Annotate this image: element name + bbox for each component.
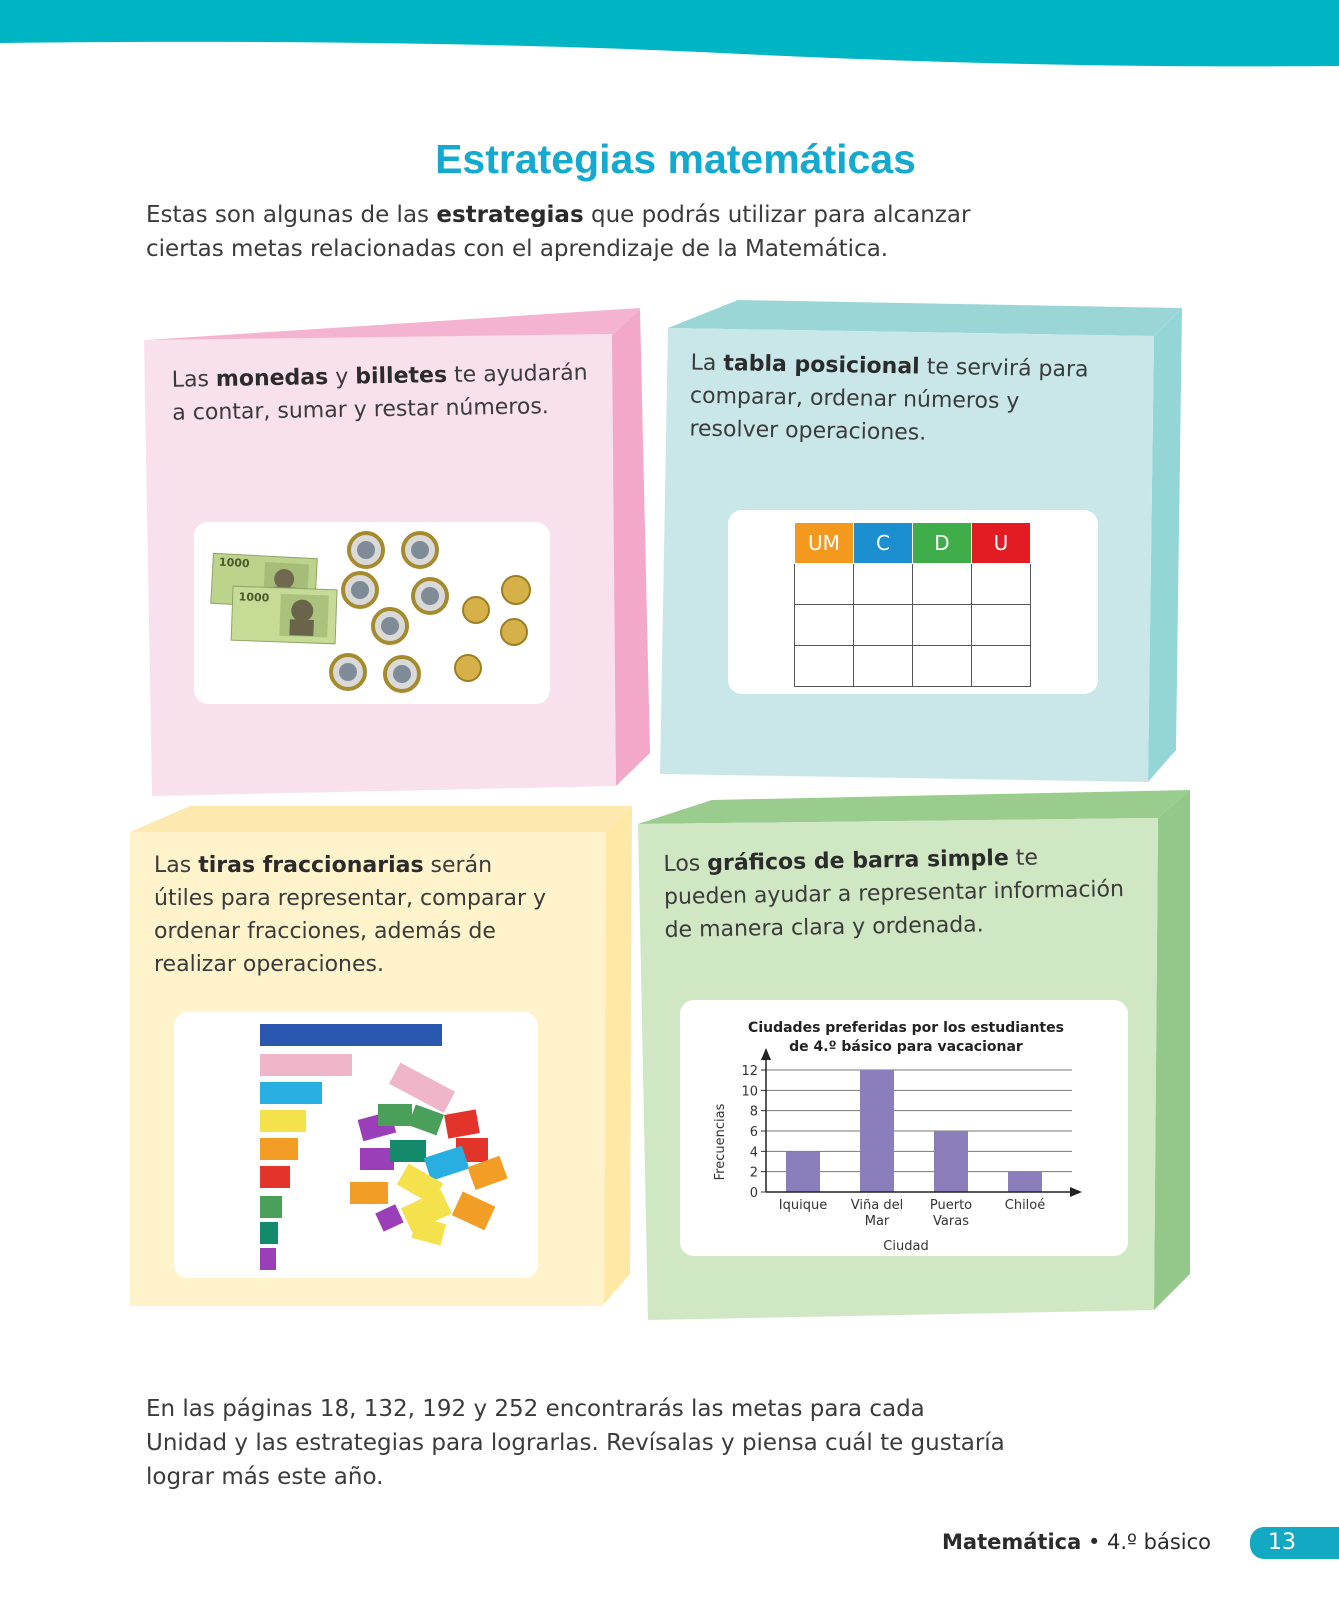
card-money [140, 308, 660, 808]
place-value-header-um: UM [795, 523, 854, 564]
place-value-cell [854, 646, 913, 687]
card-place-value [656, 298, 1186, 788]
page-number: 13 [1250, 1527, 1339, 1559]
bar-chart [680, 1000, 1128, 1256]
place-value-cell [854, 564, 913, 605]
card-bar-chart [636, 788, 1196, 1328]
chart-x-axis-arrow [1070, 1187, 1082, 1197]
chart-x-tick-label: Puerto [929, 1198, 973, 1213]
chart-bar [1008, 1172, 1042, 1192]
chart-y-tick-label: 12 [741, 1064, 758, 1079]
chart-x-tick-label: Chiloé [1004, 1198, 1046, 1213]
chart-y-tick-label: 8 [749, 1104, 758, 1120]
footer-book-info: Matemática • 4.º básico [942, 1530, 1211, 1554]
chart-bar [786, 1151, 820, 1192]
chart-x-tick-label: Iquique [778, 1198, 828, 1213]
place-value-table [794, 522, 1031, 687]
chart-y-tick-label: 0 [749, 1186, 758, 1201]
card-bar-chart-text: Los gráficos de barra simple te pueden ayudar a representar información de manera clara y ordenada. [663, 845, 1125, 944]
place-value-cell [972, 605, 1031, 646]
chart-image-panel [680, 1000, 1128, 1256]
svg-text:1000: 1000 [238, 590, 270, 605]
place-value-header-c: C [854, 523, 913, 564]
table-row [795, 605, 1031, 646]
chart-bar [934, 1131, 968, 1192]
closing-paragraph: En las páginas 18, 132, 192 y 252 encontrarás las metas para cada Unidad y las estrategias para lograrlas. Revísalas y piensa cuál te gustaría lograr más este año. [146, 1396, 1005, 1490]
place-value-header-d: D [913, 523, 972, 564]
chart-y-tick-label: 10 [741, 1084, 758, 1100]
intro-paragraph: Estas son algunas de las estrategias que podrás utilizar para alcanzar ciertas metas relacionadas con el aprendizaje de la Matemática. [146, 202, 971, 262]
chart-title-line-2: de 4.º básico para vacacionar [789, 1039, 1023, 1055]
card-fractions [128, 804, 648, 1334]
place-value-cell [795, 605, 854, 646]
place-value-cell [913, 605, 972, 646]
chart-y-tick-label: 2 [749, 1165, 758, 1181]
chart-bar [860, 1070, 894, 1192]
table-row [795, 646, 1031, 687]
place-value-cell [913, 564, 972, 605]
svg-text:1000: 1000 [218, 555, 250, 571]
chart-x-label: Ciudad [883, 1239, 929, 1254]
place-value-header-u: U [972, 523, 1031, 564]
money-icon [194, 522, 550, 704]
chart-y-label: Frecuencias [713, 1103, 728, 1181]
chart-x-tick-label: Viña del [850, 1198, 904, 1213]
card-fractions-text: Las tiras fraccionarias serán útiles para representar, comparar y ordenar fracciones, además de realizar operaciones. [154, 853, 547, 977]
place-value-cell [854, 605, 913, 646]
chart-y-tick-label: 6 [749, 1125, 758, 1140]
place-value-cell [972, 564, 1031, 605]
place-value-cell [795, 646, 854, 687]
chart-y-tick-label: 4 [749, 1145, 758, 1161]
table-image-panel [728, 510, 1098, 694]
fraction-strips-icon [174, 1012, 538, 1278]
chart-x-tick-label: Varas [933, 1214, 969, 1229]
money-image-panel [194, 522, 550, 704]
card-place-value-text: La tabla posicional te servirá para comparar, ordenar números y resolver operaciones. [689, 350, 1089, 446]
table-row [795, 564, 1031, 605]
fractions-image-panel [174, 1012, 538, 1278]
place-value-cell [913, 646, 972, 687]
page-title: Estrategias matemáticas [435, 136, 916, 182]
chart-y-axis-arrow [761, 1048, 771, 1060]
chart-x-tick-label: Mar [864, 1214, 890, 1229]
place-value-cell [972, 646, 1031, 687]
header-band [0, 0, 1339, 80]
card-money-text: Las monedas y billetes te ayudarán a contar, sumar y restar números. [171, 360, 588, 426]
coins [331, 533, 530, 691]
chart-title-line-1: Ciudades preferidas por los estudiantes [748, 1020, 1064, 1036]
place-value-cell [795, 564, 854, 605]
